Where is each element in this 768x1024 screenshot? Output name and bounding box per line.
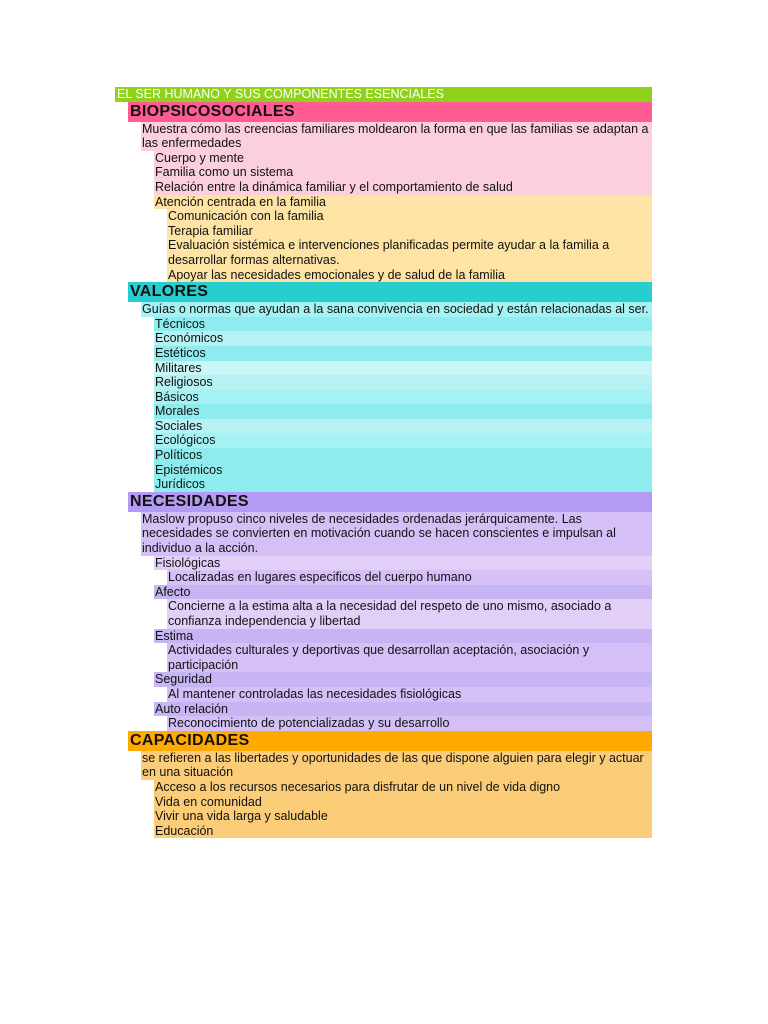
list-subitem: Apoyar las necesidades emocionales y de salud de la familia <box>167 268 652 283</box>
list-item: Epistémicos <box>154 463 652 478</box>
list-item: Seguridad <box>154 672 652 687</box>
section-description: se refieren a las libertades y oportunidades de las que dispone alguien para elegir y actuar en una situación <box>141 751 652 780</box>
list-item: Morales <box>154 404 652 419</box>
list-subitem: Al mantener controladas las necesidades fisiológicas <box>167 687 652 702</box>
list-item: Religiosos <box>154 375 652 390</box>
document-title: EL SER HUMANO Y SUS COMPONENTES ESENCIALES <box>115 87 652 102</box>
list-item: Básicos <box>154 390 652 405</box>
section-valores <box>115 282 652 492</box>
list-item: Estéticos <box>154 346 652 361</box>
list-item: Jurídicos <box>154 477 652 492</box>
list-item: Sociales <box>154 419 652 434</box>
list-item: Fisiológicas <box>154 556 652 571</box>
section-heading: CAPACIDADES <box>128 731 652 751</box>
list-item: Educación <box>154 824 652 839</box>
section-necesidades <box>115 492 652 731</box>
list-item: Militares <box>154 361 652 376</box>
section-description: Guías o normas que ayudan a la sana convivencia en sociedad y están relacionadas al ser. <box>141 302 652 317</box>
section-description: Maslow propuso cinco niveles de necesidades ordenadas jerárquicamente. Las necesidades se convierten en motivación cuando se hacen conscientes e impulsan al individuo a la acción. <box>141 512 652 556</box>
section-capacidades <box>115 731 652 839</box>
list-subitem: Terapia familiar <box>167 224 652 239</box>
list-item: Ecológicos <box>154 433 652 448</box>
list-subitem: Actividades culturales y deportivas que desarrollan aceptación, asociación y participación <box>167 643 652 672</box>
list-item: Acceso a los recursos necesarios para disfrutar de un nivel de vida digno <box>154 780 652 795</box>
list-item: Vivir una vida larga y saludable <box>154 809 652 824</box>
list-item: Estima <box>154 629 652 644</box>
list-subitem: Localizadas en lugares especificos del cuerpo humano <box>167 570 652 585</box>
list-item: Políticos <box>154 448 652 463</box>
list-item: Cuerpo y mente <box>154 151 652 166</box>
outline-sheet <box>115 87 652 838</box>
list-item: Atención centrada en la familia <box>154 195 652 210</box>
list-item: Relación entre la dinámica familiar y el comportamiento de salud <box>154 180 652 195</box>
section-heading: VALORES <box>128 282 652 302</box>
list-item: Afecto <box>154 585 652 600</box>
list-subitem: Concierne a la estima alta a la necesidad del respeto de uno mismo, asociado a confianza independencia y libertad <box>167 599 652 628</box>
section-heading: NECESIDADES <box>128 492 652 512</box>
list-item: Vida en comunidad <box>154 795 652 810</box>
list-item: Técnicos <box>154 317 652 332</box>
section-heading: BIOPSICOSOCIALES <box>128 102 652 122</box>
section-biopsicosociales <box>115 102 652 283</box>
list-item: Familia como un sistema <box>154 165 652 180</box>
list-subitem: Comunicación con la familia <box>167 209 652 224</box>
list-subitem: Reconocimiento de potencializadas y su desarrollo <box>167 716 652 731</box>
section-description: Muestra cómo las creencias familiares moldearon la forma en que las familias se adaptan a las enfermedades <box>141 122 652 151</box>
list-item: Auto relación <box>154 702 652 717</box>
list-item: Económicos <box>154 331 652 346</box>
list-subitem: Evaluación sistémica e intervenciones planificadas permite ayudar a la familia a desarrollar formas alternativas. <box>167 238 652 267</box>
